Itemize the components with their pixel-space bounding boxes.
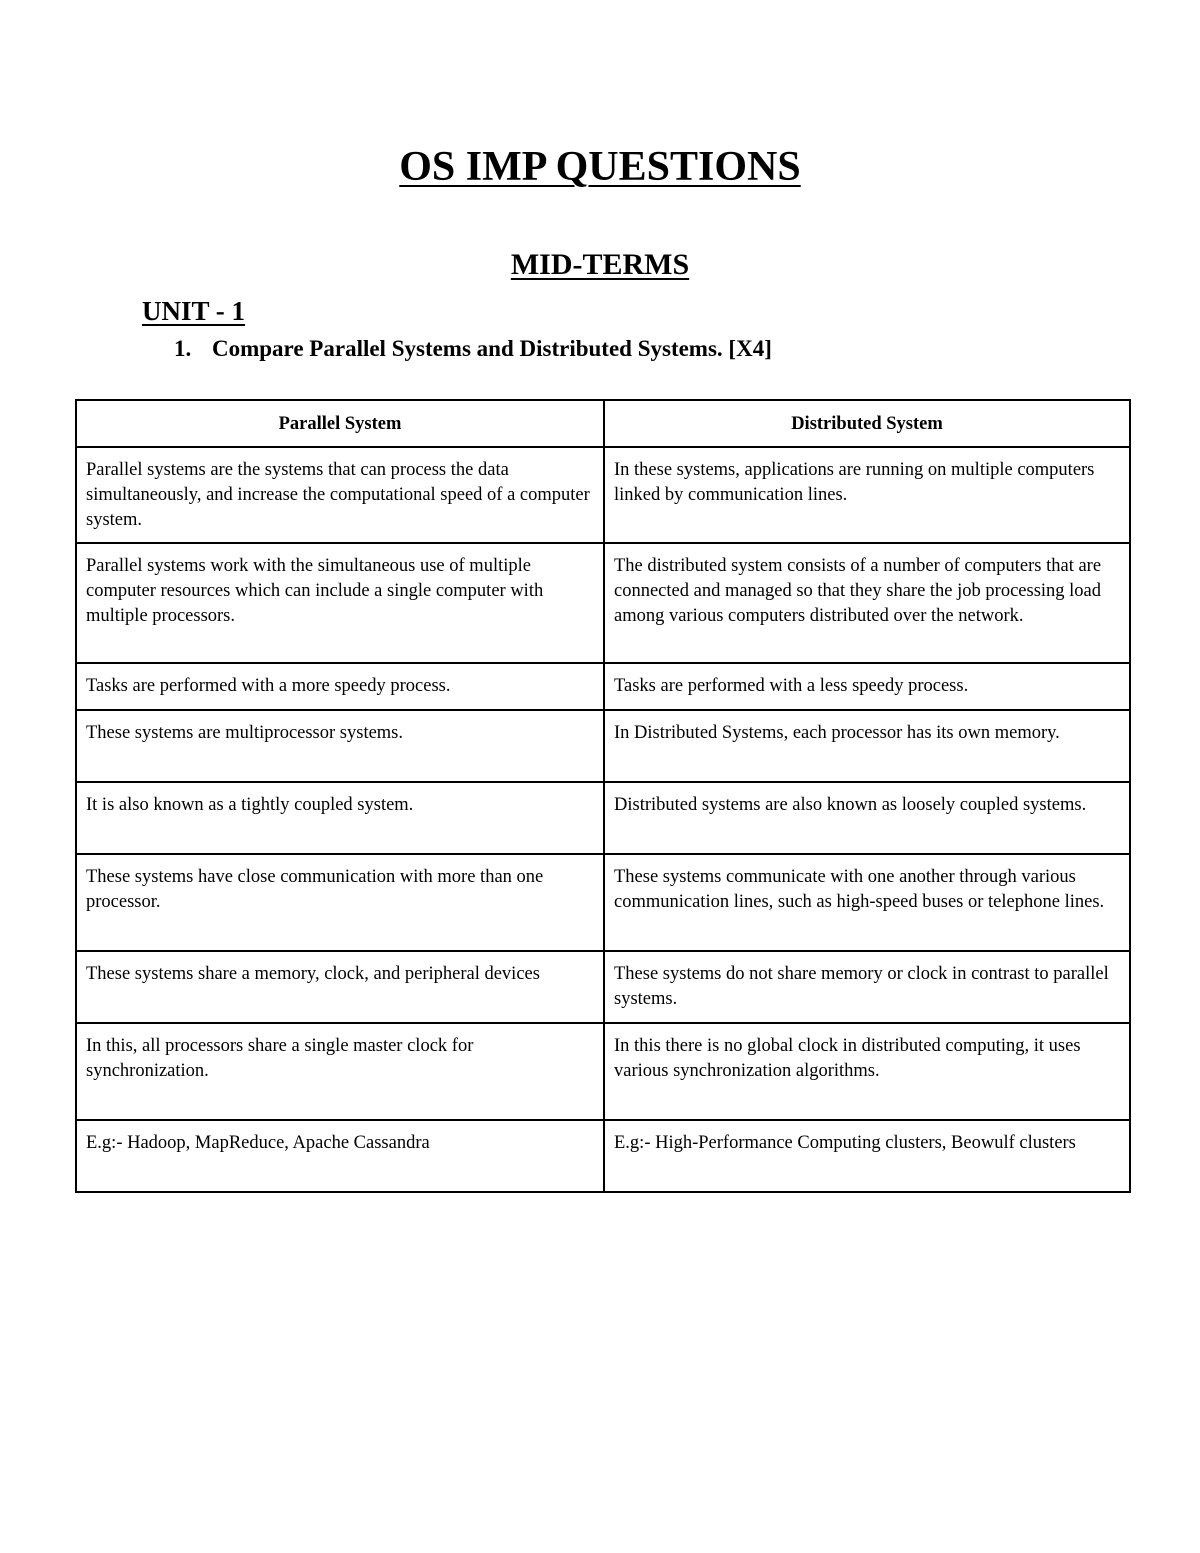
distributed-cell: In this there is no global clock in distributed computing, it uses various synchronization algorithms. [604,1023,1130,1120]
table-row [76,1120,1130,1192]
parallel-cell: Tasks are performed with a more speedy process. [76,663,604,710]
distributed-cell: In Distributed Systems, each processor has its own memory. [604,710,1130,782]
table-row [76,447,1130,543]
distributed-cell: Distributed systems are also known as loosely coupled systems. [604,782,1130,854]
table-row [76,710,1130,782]
document-title: OS IMP QUESTIONS [399,144,801,190]
parallel-cell: E.g:- Hadoop, MapReduce, Apache Cassandra [76,1120,604,1192]
distributed-cell: The distributed system consists of a number of computers that are connected and managed so that they share the job processing load among various computers distributed over the network. [604,543,1130,663]
unit-title: UNIT - 1 [142,296,246,326]
table-row [76,782,1130,854]
comparison-table [75,399,1131,1193]
parallel-cell: It is also known as a tightly coupled system. [76,782,604,854]
table-row [76,1023,1130,1120]
question-1 [174,332,772,366]
distributed-cell: E.g:- High-Performance Computing clusters, Beowulf clusters [604,1120,1130,1192]
header-distributed-system: Distributed System [604,400,1130,447]
table-header-row [76,400,1130,447]
parallel-cell: Parallel systems work with the simultaneous use of multiple computer resources which can include a single computer with multiple processors. [76,543,604,663]
table-row [76,951,1130,1023]
table-row [76,663,1130,710]
question-text: Compare Parallel Systems and Distributed Systems. [X4] [212,336,772,361]
distributed-cell: These systems do not share memory or clock in contrast to parallel systems. [604,951,1130,1023]
table-row [76,543,1130,663]
distributed-cell: In these systems, applications are running on multiple computers linked by communication lines. [604,447,1130,543]
parallel-cell: Parallel systems are the systems that can process the data simultaneously, and increase the computational speed of a computer system. [76,447,604,543]
parallel-cell: These systems have close communication with more than one processor. [76,854,604,951]
section-title: MID-TERMS [510,248,690,281]
table-row [76,854,1130,951]
parallel-cell: These systems share a memory, clock, and peripheral devices [76,951,604,1023]
parallel-cell: In this, all processors share a single master clock for synchronization. [76,1023,604,1120]
header-parallel-system: Parallel System [76,400,604,447]
distributed-cell: These systems communicate with one another through various communication lines, such as high-speed buses or telephone lines. [604,854,1130,951]
parallel-cell: These systems are multiprocessor systems. [76,710,604,782]
distributed-cell: Tasks are performed with a less speedy process. [604,663,1130,710]
question-number: 1. [174,336,192,361]
